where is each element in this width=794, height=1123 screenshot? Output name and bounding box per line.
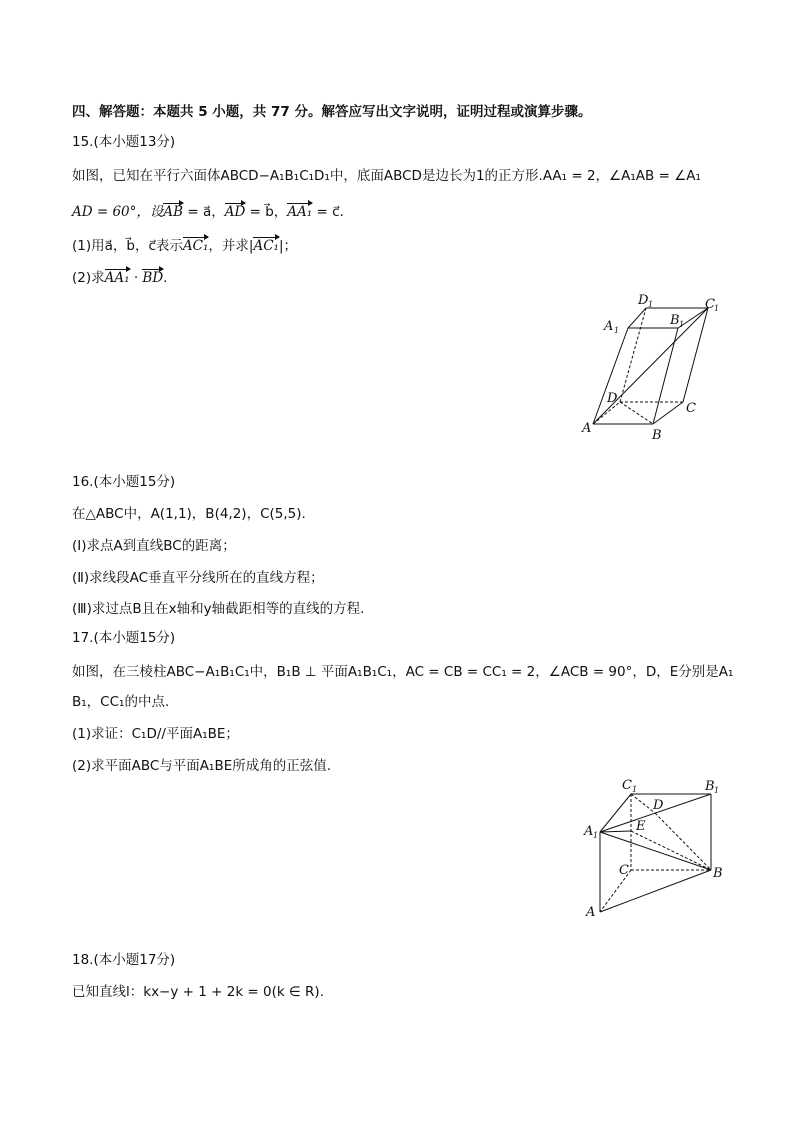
label-c1-sub: 1 (632, 785, 638, 794)
label-a: A (582, 421, 592, 436)
q18-statement: 已知直线l：kx−y + 1 + 2k = 0(k ∈ R). (72, 984, 324, 1000)
q15-part2-a: (2)求 (72, 270, 105, 286)
vector-aa1-dot: AA₁ (104, 270, 130, 286)
segment-c1d (631, 794, 655, 813)
label-b1: B (705, 779, 715, 794)
q18-heading: 18.(本小题17分) (72, 952, 176, 968)
q17-heading: 17.(本小题15分) (72, 630, 176, 646)
segment-a1e (600, 831, 631, 832)
label-d: D (653, 798, 664, 813)
label-a1: A (604, 319, 614, 334)
q15-part2-c: . (163, 270, 168, 286)
label-c: C (619, 863, 629, 878)
label-d1: D (638, 293, 649, 308)
label-b1-sub: 1 (679, 320, 685, 329)
q15-line2-c: = b⃗， (245, 204, 288, 220)
vector-ad: AD (224, 204, 246, 220)
label-a1-sub: 1 (593, 831, 599, 840)
section-header: 四、解答题：本题共 5 小题，共 77 分。解答应写出文字说明，证明过程或演算步骤。 (72, 104, 592, 120)
label-b: B (713, 866, 723, 881)
q17-part2: (2)求平面ABC与平面A₁BE所成角的正弦值. (72, 758, 332, 774)
q17-part1: (1)求证：C₁D//平面A₁BE； (72, 726, 239, 742)
q15-statement-line2 (72, 202, 344, 222)
label-b1: B (670, 313, 680, 328)
diagonal-bd (620, 402, 653, 424)
q15-part1 (72, 236, 297, 256)
label-b: B (652, 428, 662, 443)
q15-heading: 15.(本小题13分) (72, 134, 176, 150)
vector-ac1-abs: AC₁ (253, 238, 279, 254)
vector-ab: AB (163, 204, 184, 220)
q16-part2: (Ⅱ)求线段AC垂直平分线所在的直线方程； (72, 570, 324, 586)
label-b1-sub: 1 (714, 786, 720, 795)
q15-line2-b: = a⃗， (183, 204, 225, 220)
label-a: A (586, 905, 596, 920)
q17-statement-line2: B₁，CC₁的中点. (72, 694, 170, 710)
q16-statement: 在△ABC中，A(1,1)，B(4,2)，C(5,5). (72, 506, 306, 522)
vector-aa1: AA₁ (287, 204, 313, 220)
label-d1-sub: 1 (648, 300, 654, 309)
q17-statement-line1: 如图，在三棱柱ABC−A₁B₁C₁中，B₁B ⊥ 平面A₁B₁C₁，AC = CB = CC₁ = 2，∠ACB = 90°，D，E分别是A₁ (72, 664, 734, 680)
q15-part1-b: ，并求| (208, 238, 254, 254)
q15-parallelepiped-figure (580, 290, 730, 445)
q15-part1-c: |； (278, 238, 298, 254)
q15-part1-a: (1)用a⃗，b⃗，c⃗表示 (72, 238, 183, 254)
label-c1-sub: 1 (714, 304, 720, 313)
q15-line2-a: AD = 60°，设 (72, 204, 164, 220)
label-c: C (686, 401, 696, 416)
q15-part2 (72, 268, 167, 288)
label-d: D (607, 391, 618, 406)
label-a1-sub: 1 (614, 326, 620, 335)
q16-part1: (Ⅰ)求点A到直线BC的距离； (72, 538, 236, 554)
label-a1: A (584, 824, 594, 839)
segment-db (655, 813, 711, 870)
label-c1: C (705, 297, 715, 312)
q16-part3: (Ⅲ)求过点B且在x轴和y轴截距相等的直线的方程. (72, 601, 365, 617)
q15-statement-line1: 如图，已知在平行六面体ABCD−A₁B₁C₁D₁中，底面ABCD是边长为1的正方形.AA₁ = 2，∠A₁AB = ∠A₁ (72, 168, 701, 184)
q15-part2-b: · (129, 270, 143, 286)
q15-line2-d: = c⃗. (312, 204, 344, 220)
q16-heading: 16.(本小题15分) (72, 474, 176, 490)
label-e: E (636, 819, 646, 834)
q17-prism-figure (580, 772, 730, 922)
vector-ac1: AC₁ (182, 238, 209, 254)
edge-ab (600, 870, 711, 912)
segment-eb (631, 831, 711, 870)
label-c1: C (622, 778, 632, 793)
segment-a1b (600, 832, 711, 870)
vector-bd: BD (142, 270, 164, 286)
